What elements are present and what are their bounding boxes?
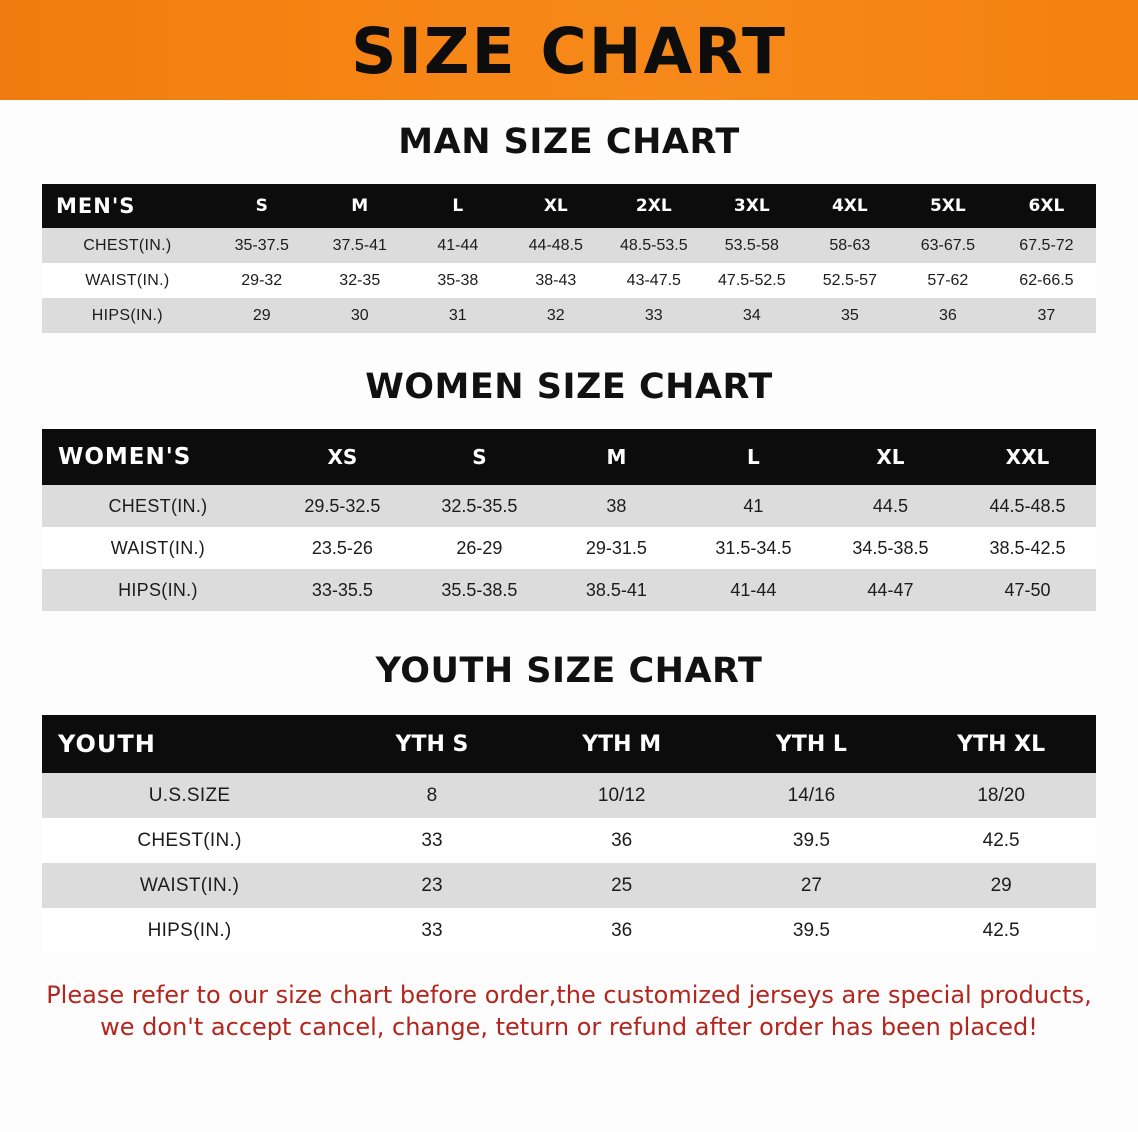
disclaimer-line-2: we don't accept cancel, change, teturn or refund after order has been placed! (100, 1013, 1038, 1042)
youth-row-label-0: U.S.SIZE (148, 784, 231, 806)
youth-col-header-0: YOUTH (58, 730, 156, 758)
women-cell-0-1: 32.5-35.5 (441, 495, 518, 516)
women-section-title: WOMEN SIZE CHART (365, 367, 773, 407)
women-col-header-2: S (472, 445, 487, 469)
man-cell-0-2: 41-44 (437, 236, 479, 254)
page-title: SIZE CHART (351, 14, 787, 88)
table-header-row (42, 429, 1096, 485)
youth-cell-1-1: 36 (611, 829, 633, 851)
man-cell-0-3: 44-48.5 (528, 236, 583, 254)
youth-cell-2-1: 25 (611, 874, 633, 896)
man-cell-2-8: 37 (1037, 306, 1056, 324)
man-col-header-4: XL (543, 196, 568, 216)
youth-cell-0-3: 18/20 (977, 784, 1025, 806)
table-header-row (42, 715, 1096, 773)
man-cell-1-2: 35-38 (437, 271, 479, 289)
women-cell-2-2: 38.5-41 (585, 579, 647, 600)
youth-table-wrap (0, 715, 1138, 953)
table-row (42, 485, 1096, 527)
women-cell-0-2: 38 (606, 495, 627, 516)
man-row-label-1: WAIST(IN.) (85, 271, 170, 289)
women-table-body (42, 485, 1096, 611)
man-cell-0-6: 58-63 (829, 236, 871, 254)
man-row-label-2: HIPS(IN.) (91, 306, 163, 324)
women-cell-1-3: 31.5-34.5 (715, 537, 792, 558)
women-row-label-0: CHEST(IN.) (108, 495, 208, 516)
man-cell-1-1: 32-35 (339, 271, 381, 289)
youth-cell-1-2: 39.5 (792, 829, 830, 851)
women-cell-2-3: 41-44 (730, 579, 777, 600)
women-cell-2-4: 44-47 (867, 579, 914, 600)
man-col-header-8: 5XL (929, 196, 966, 216)
man-cell-1-4: 43-47.5 (626, 271, 681, 289)
youth-cell-2-2: 27 (800, 874, 822, 896)
youth-cell-0-1: 10/12 (597, 784, 646, 806)
man-cell-1-7: 57-62 (927, 271, 969, 289)
youth-cell-3-3: 42.5 (982, 919, 1020, 941)
table-row (42, 863, 1096, 908)
women-cell-1-4: 34.5-38.5 (852, 537, 929, 558)
man-cell-2-0: 29 (252, 306, 271, 324)
disclaimer-line-1: Please refer to our size chart before order,the customized jerseys are special products, (46, 981, 1092, 1009)
women-cell-0-4: 44.5 (872, 495, 908, 516)
women-cell-2-1: 35.5-38.5 (441, 579, 518, 600)
youth-section-title: YOUTH SIZE CHART (375, 651, 763, 691)
youth-cell-2-3: 29 (990, 874, 1012, 896)
man-col-header-5: 2XL (635, 196, 672, 216)
man-col-header-3: L (452, 196, 464, 216)
man-cell-1-6: 52.5-57 (822, 271, 877, 289)
man-cell-2-1: 30 (350, 306, 369, 324)
man-col-header-2: M (351, 196, 369, 216)
women-row-label-2: HIPS(IN.) (118, 579, 198, 600)
man-cell-2-3: 32 (546, 306, 565, 324)
man-table-body (42, 228, 1096, 333)
table-row (42, 818, 1096, 863)
youth-cell-1-3: 42.5 (982, 829, 1020, 851)
youth-col-header-3: YTH L (775, 731, 847, 757)
man-cell-1-5: 47.5-52.5 (718, 271, 786, 289)
man-cell-0-8: 67.5-72 (1019, 236, 1074, 254)
table-row (42, 263, 1096, 298)
youth-cell-1-0: 33 (421, 829, 443, 851)
table-row (42, 569, 1096, 611)
youth-row-label-3: HIPS(IN.) (147, 919, 232, 941)
header-banner (0, 0, 1138, 100)
man-cell-1-3: 38-43 (535, 271, 577, 289)
youth-cell-0-0: 8 (426, 784, 438, 806)
women-col-header-4: L (747, 445, 760, 469)
man-row-label-0: CHEST(IN.) (83, 236, 172, 254)
disclaimer-note (34, 979, 1104, 1044)
man-col-header-9: 6XL (1028, 196, 1065, 216)
women-cell-0-3: 41 (743, 495, 764, 516)
youth-row-label-2: WAIST(IN.) (139, 874, 240, 896)
man-cell-0-7: 63-67.5 (920, 236, 975, 254)
man-section-title: MAN SIZE CHART (398, 122, 740, 162)
man-size-table (42, 184, 1096, 333)
women-cell-1-0: 23.5-26 (311, 537, 373, 558)
table-row (42, 228, 1096, 263)
man-cell-2-5: 34 (742, 306, 761, 324)
youth-table-head (42, 715, 1096, 773)
table-row (42, 908, 1096, 953)
women-cell-1-5: 38.5-42.5 (989, 537, 1066, 558)
man-table-head (42, 184, 1096, 228)
man-cell-0-1: 37.5-41 (332, 236, 387, 254)
women-col-header-1: XS (327, 445, 358, 469)
man-cell-2-4: 33 (644, 306, 663, 324)
man-col-header-6: 3XL (733, 196, 770, 216)
man-col-header-7: 4XL (831, 196, 868, 216)
man-cell-1-8: 62-66.5 (1019, 271, 1074, 289)
youth-size-table (42, 715, 1096, 953)
table-row (42, 527, 1096, 569)
women-cell-0-0: 29.5-32.5 (304, 495, 381, 516)
women-col-header-3: M (606, 445, 627, 469)
man-table-wrap (0, 184, 1138, 333)
women-table-head (42, 429, 1096, 485)
man-cell-2-7: 36 (938, 306, 957, 324)
table-row (42, 298, 1096, 333)
women-size-table (42, 429, 1096, 611)
youth-cell-3-1: 36 (611, 919, 633, 941)
man-cell-0-5: 53.5-58 (724, 236, 779, 254)
women-cell-0-5: 44.5-48.5 (989, 495, 1066, 516)
youth-cell-0-2: 14/16 (787, 784, 836, 806)
women-col-header-6: XXL (1005, 445, 1050, 469)
women-cell-2-0: 33-35.5 (311, 579, 373, 600)
table-header-row (42, 184, 1096, 228)
youth-col-header-4: YTH XL (957, 731, 1046, 757)
man-cell-2-6: 35 (840, 306, 859, 324)
youth-row-label-1: CHEST(IN.) (137, 829, 242, 851)
youth-col-header-1: YTH S (395, 731, 469, 757)
youth-cell-2-0: 23 (421, 874, 443, 896)
youth-cell-3-2: 39.5 (792, 919, 830, 941)
women-row-label-1: WAIST(IN.) (110, 537, 206, 558)
youth-cell-3-0: 33 (421, 919, 443, 941)
women-cell-1-1: 26-29 (456, 537, 503, 558)
women-cell-1-2: 29-31.5 (585, 537, 647, 558)
man-col-header-0: MEN'S (56, 194, 136, 218)
table-row (42, 773, 1096, 818)
women-cell-2-5: 47-50 (1004, 579, 1051, 600)
man-cell-0-0: 35-37.5 (234, 236, 289, 254)
youth-table-body (42, 773, 1096, 953)
women-col-header-0: WOMEN'S (58, 444, 192, 470)
man-cell-0-4: 48.5-53.5 (620, 236, 688, 254)
man-col-header-1: S (255, 196, 268, 216)
women-col-header-5: XL (876, 445, 905, 469)
women-table-wrap (0, 429, 1138, 611)
man-cell-2-2: 31 (448, 306, 467, 324)
man-cell-1-0: 29-32 (241, 271, 283, 289)
youth-col-header-2: YTH M (582, 731, 662, 757)
